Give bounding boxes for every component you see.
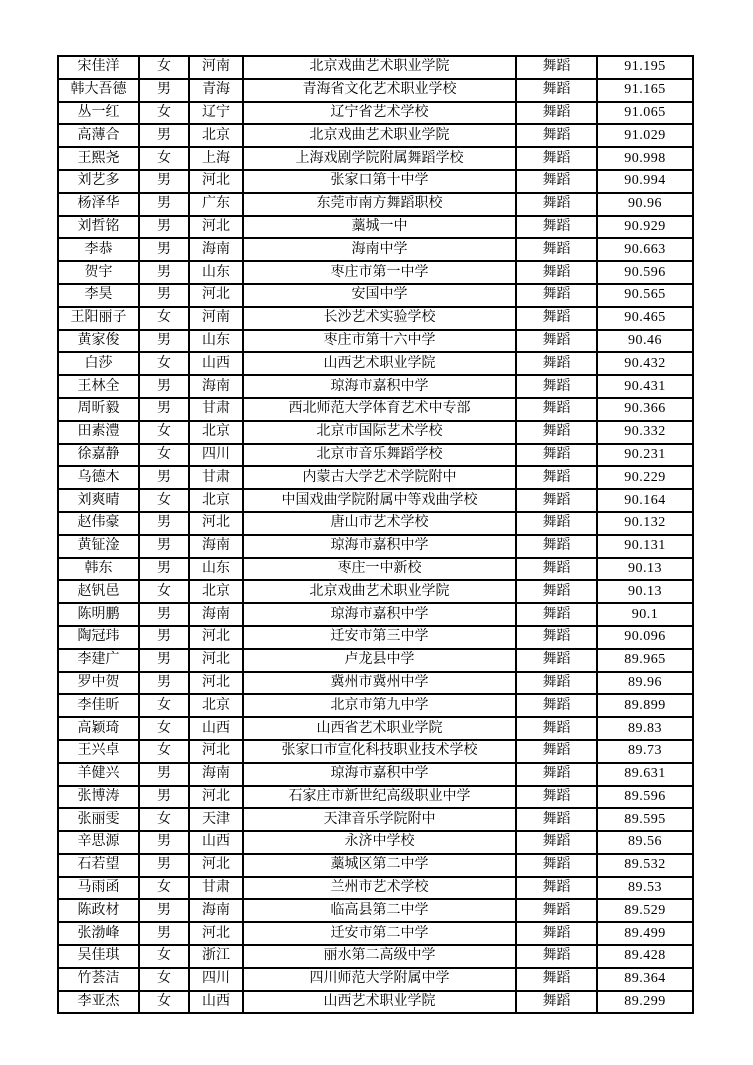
cell-province: 山西 xyxy=(189,831,243,854)
cell-school: 北京市第九中学 xyxy=(243,694,516,717)
cell-major: 舞蹈 xyxy=(516,352,597,375)
cell-score: 89.595 xyxy=(597,808,693,831)
cell-score: 91.195 xyxy=(597,56,693,79)
cell-name: 高薄合 xyxy=(58,124,139,147)
table-row xyxy=(58,922,693,945)
table-row xyxy=(58,170,693,193)
table-row xyxy=(58,124,693,147)
cell-name: 徐嘉静 xyxy=(58,444,139,467)
table-row xyxy=(58,444,693,467)
cell-school: 张家口第十中学 xyxy=(243,170,516,193)
cell-province: 海南 xyxy=(189,238,243,261)
cell-province: 四川 xyxy=(189,968,243,991)
table-row xyxy=(58,79,693,102)
cell-gender: 男 xyxy=(139,558,189,581)
cell-province: 甘肃 xyxy=(189,398,243,421)
cell-score: 91.065 xyxy=(597,102,693,125)
cell-name: 石若望 xyxy=(58,854,139,877)
cell-school: 北京戏曲艺术职业学院 xyxy=(243,580,516,603)
table-row xyxy=(58,580,693,603)
cell-score: 89.83 xyxy=(597,717,693,740)
cell-score: 90.366 xyxy=(597,398,693,421)
cell-province: 河北 xyxy=(189,854,243,877)
cell-gender: 男 xyxy=(139,649,189,672)
table-row xyxy=(58,945,693,968)
cell-school: 张家口市宣化科技职业技术学校 xyxy=(243,740,516,763)
cell-province: 河北 xyxy=(189,922,243,945)
cell-province: 天津 xyxy=(189,808,243,831)
cell-major: 舞蹈 xyxy=(516,261,597,284)
cell-province: 河南 xyxy=(189,307,243,330)
cell-score: 89.364 xyxy=(597,968,693,991)
cell-major: 舞蹈 xyxy=(516,808,597,831)
cell-province: 山东 xyxy=(189,558,243,581)
table-row xyxy=(58,375,693,398)
cell-name: 刘哲铭 xyxy=(58,216,139,239)
cell-name: 张博涛 xyxy=(58,786,139,809)
cell-school: 中国戏曲学院附属中等戏曲学校 xyxy=(243,489,516,512)
table-row xyxy=(58,899,693,922)
cell-major: 舞蹈 xyxy=(516,284,597,307)
cell-province: 河北 xyxy=(189,216,243,239)
cell-name: 韩东 xyxy=(58,558,139,581)
cell-major: 舞蹈 xyxy=(516,307,597,330)
table-row xyxy=(58,238,693,261)
cell-school: 迁安市第三中学 xyxy=(243,626,516,649)
cell-major: 舞蹈 xyxy=(516,216,597,239)
cell-gender: 男 xyxy=(139,922,189,945)
cell-name: 竹荟洁 xyxy=(58,968,139,991)
cell-score: 91.165 xyxy=(597,79,693,102)
cell-gender: 男 xyxy=(139,238,189,261)
cell-major: 舞蹈 xyxy=(516,626,597,649)
table-row xyxy=(58,147,693,170)
cell-major: 舞蹈 xyxy=(516,193,597,216)
cell-province: 山东 xyxy=(189,330,243,353)
cell-school: 临高县第二中学 xyxy=(243,899,516,922)
cell-province: 辽宁 xyxy=(189,102,243,125)
cell-gender: 男 xyxy=(139,261,189,284)
cell-province: 海南 xyxy=(189,899,243,922)
cell-gender: 男 xyxy=(139,330,189,353)
table-row xyxy=(58,649,693,672)
table-row xyxy=(58,535,693,558)
cell-gender: 男 xyxy=(139,672,189,695)
cell-name: 赵钒邑 xyxy=(58,580,139,603)
cell-province: 河北 xyxy=(189,649,243,672)
cell-name: 白莎 xyxy=(58,352,139,375)
cell-province: 海南 xyxy=(189,603,243,626)
cell-major: 舞蹈 xyxy=(516,968,597,991)
cell-major: 舞蹈 xyxy=(516,489,597,512)
cell-gender: 女 xyxy=(139,740,189,763)
cell-province: 河北 xyxy=(189,170,243,193)
cell-province: 北京 xyxy=(189,124,243,147)
table-row xyxy=(58,558,693,581)
cell-score: 90.13 xyxy=(597,558,693,581)
cell-school: 琼海市嘉积中学 xyxy=(243,535,516,558)
cell-school: 石家庄市新世纪高级职业中学 xyxy=(243,786,516,809)
table-row xyxy=(58,466,693,489)
table-row xyxy=(58,193,693,216)
cell-province: 青海 xyxy=(189,79,243,102)
cell-gender: 男 xyxy=(139,626,189,649)
cell-name: 周昕毅 xyxy=(58,398,139,421)
table-row xyxy=(58,831,693,854)
cell-score: 90.929 xyxy=(597,216,693,239)
table-row xyxy=(58,603,693,626)
cell-gender: 男 xyxy=(139,124,189,147)
cell-major: 舞蹈 xyxy=(516,79,597,102)
cell-score: 90.998 xyxy=(597,147,693,170)
cell-score: 89.96 xyxy=(597,672,693,695)
cell-province: 山西 xyxy=(189,352,243,375)
cell-gender: 男 xyxy=(139,899,189,922)
cell-score: 90.565 xyxy=(597,284,693,307)
cell-name: 刘爽晴 xyxy=(58,489,139,512)
cell-gender: 男 xyxy=(139,170,189,193)
cell-gender: 男 xyxy=(139,603,189,626)
table-row xyxy=(58,877,693,900)
cell-gender: 女 xyxy=(139,147,189,170)
cell-major: 舞蹈 xyxy=(516,375,597,398)
score-table-body xyxy=(58,56,693,1013)
cell-major: 舞蹈 xyxy=(516,170,597,193)
cell-province: 河北 xyxy=(189,740,243,763)
cell-major: 舞蹈 xyxy=(516,102,597,125)
table-row xyxy=(58,626,693,649)
cell-gender: 女 xyxy=(139,991,189,1014)
cell-score: 89.532 xyxy=(597,854,693,877)
table-row xyxy=(58,763,693,786)
cell-major: 舞蹈 xyxy=(516,558,597,581)
cell-province: 河北 xyxy=(189,786,243,809)
cell-major: 舞蹈 xyxy=(516,854,597,877)
cell-major: 舞蹈 xyxy=(516,603,597,626)
cell-province: 浙江 xyxy=(189,945,243,968)
cell-school: 琼海市嘉积中学 xyxy=(243,375,516,398)
table-row xyxy=(58,216,693,239)
table-row xyxy=(58,717,693,740)
cell-gender: 男 xyxy=(139,284,189,307)
cell-school: 唐山市艺术学校 xyxy=(243,512,516,535)
cell-gender: 女 xyxy=(139,56,189,79)
cell-name: 王熙尧 xyxy=(58,147,139,170)
cell-name: 羊健兴 xyxy=(58,763,139,786)
cell-gender: 男 xyxy=(139,763,189,786)
cell-score: 90.465 xyxy=(597,307,693,330)
cell-score: 89.73 xyxy=(597,740,693,763)
cell-province: 河北 xyxy=(189,626,243,649)
cell-gender: 女 xyxy=(139,489,189,512)
cell-name: 王阳丽子 xyxy=(58,307,139,330)
cell-province: 河北 xyxy=(189,512,243,535)
table-row xyxy=(58,854,693,877)
cell-school: 永济中学校 xyxy=(243,831,516,854)
cell-score: 89.56 xyxy=(597,831,693,854)
cell-major: 舞蹈 xyxy=(516,694,597,717)
cell-gender: 男 xyxy=(139,193,189,216)
cell-name: 李恭 xyxy=(58,238,139,261)
cell-name: 陶冠玮 xyxy=(58,626,139,649)
cell-major: 舞蹈 xyxy=(516,238,597,261)
cell-school: 长沙艺术实验学校 xyxy=(243,307,516,330)
cell-gender: 男 xyxy=(139,854,189,877)
cell-name: 刘艺多 xyxy=(58,170,139,193)
cell-name: 高颖琦 xyxy=(58,717,139,740)
cell-name: 李昊 xyxy=(58,284,139,307)
cell-gender: 男 xyxy=(139,375,189,398)
cell-major: 舞蹈 xyxy=(516,466,597,489)
cell-gender: 女 xyxy=(139,307,189,330)
cell-name: 王林全 xyxy=(58,375,139,398)
cell-school: 迁安市第二中学 xyxy=(243,922,516,945)
cell-name: 吴佳琪 xyxy=(58,945,139,968)
cell-province: 甘肃 xyxy=(189,877,243,900)
cell-name: 李亚杰 xyxy=(58,991,139,1014)
table-row xyxy=(58,261,693,284)
cell-score: 90.131 xyxy=(597,535,693,558)
cell-province: 北京 xyxy=(189,694,243,717)
cell-major: 舞蹈 xyxy=(516,147,597,170)
cell-school: 枣庄市第一中学 xyxy=(243,261,516,284)
cell-gender: 女 xyxy=(139,444,189,467)
cell-score: 89.428 xyxy=(597,945,693,968)
cell-gender: 女 xyxy=(139,580,189,603)
table-row xyxy=(58,672,693,695)
cell-score: 90.229 xyxy=(597,466,693,489)
cell-gender: 男 xyxy=(139,831,189,854)
cell-name: 马雨函 xyxy=(58,877,139,900)
cell-province: 海南 xyxy=(189,763,243,786)
cell-school: 北京戏曲艺术职业学院 xyxy=(243,124,516,147)
cell-score: 90.096 xyxy=(597,626,693,649)
cell-school: 内蒙古大学艺术学院附中 xyxy=(243,466,516,489)
cell-score: 89.899 xyxy=(597,694,693,717)
cell-province: 河北 xyxy=(189,284,243,307)
table-row xyxy=(58,968,693,991)
cell-province: 四川 xyxy=(189,444,243,467)
cell-name: 罗中贺 xyxy=(58,672,139,695)
cell-major: 舞蹈 xyxy=(516,899,597,922)
cell-name: 陈政材 xyxy=(58,899,139,922)
cell-school: 北京戏曲艺术职业学院 xyxy=(243,56,516,79)
cell-province: 甘肃 xyxy=(189,466,243,489)
cell-province: 上海 xyxy=(189,147,243,170)
cell-name: 李佳昕 xyxy=(58,694,139,717)
cell-major: 舞蹈 xyxy=(516,421,597,444)
cell-school: 天津音乐学院附中 xyxy=(243,808,516,831)
cell-name: 李建广 xyxy=(58,649,139,672)
cell-score: 89.499 xyxy=(597,922,693,945)
cell-name: 田素澧 xyxy=(58,421,139,444)
score-table xyxy=(57,55,694,1014)
table-row xyxy=(58,694,693,717)
cell-name: 赵伟豪 xyxy=(58,512,139,535)
cell-score: 90.994 xyxy=(597,170,693,193)
cell-score: 90.164 xyxy=(597,489,693,512)
cell-province: 海南 xyxy=(189,535,243,558)
cell-score: 91.029 xyxy=(597,124,693,147)
cell-school: 东莞市南方舞蹈职校 xyxy=(243,193,516,216)
cell-name: 王兴卓 xyxy=(58,740,139,763)
cell-school: 山西艺术职业学院 xyxy=(243,352,516,375)
cell-gender: 女 xyxy=(139,102,189,125)
cell-score: 90.663 xyxy=(597,238,693,261)
cell-province: 北京 xyxy=(189,489,243,512)
cell-province: 广东 xyxy=(189,193,243,216)
cell-name: 张渤峰 xyxy=(58,922,139,945)
cell-school: 琼海市嘉积中学 xyxy=(243,603,516,626)
cell-score: 90.96 xyxy=(597,193,693,216)
table-row xyxy=(58,991,693,1014)
cell-province: 山东 xyxy=(189,261,243,284)
table-row xyxy=(58,352,693,375)
table-row xyxy=(58,786,693,809)
cell-name: 张丽雯 xyxy=(58,808,139,831)
cell-major: 舞蹈 xyxy=(516,786,597,809)
cell-school: 冀州市冀州中学 xyxy=(243,672,516,695)
cell-school: 北京市国际艺术学校 xyxy=(243,421,516,444)
cell-name: 丛一红 xyxy=(58,102,139,125)
cell-major: 舞蹈 xyxy=(516,831,597,854)
cell-school: 枣庄一中新校 xyxy=(243,558,516,581)
table-row xyxy=(58,398,693,421)
cell-score: 89.529 xyxy=(597,899,693,922)
cell-name: 杨泽华 xyxy=(58,193,139,216)
table-row xyxy=(58,307,693,330)
cell-province: 河南 xyxy=(189,56,243,79)
cell-score: 89.53 xyxy=(597,877,693,900)
cell-score: 89.299 xyxy=(597,991,693,1014)
cell-gender: 男 xyxy=(139,216,189,239)
cell-gender: 女 xyxy=(139,421,189,444)
cell-school: 藁城区第二中学 xyxy=(243,854,516,877)
cell-name: 贺宇 xyxy=(58,261,139,284)
cell-school: 琼海市嘉积中学 xyxy=(243,763,516,786)
cell-school: 西北师范大学体育艺术中专部 xyxy=(243,398,516,421)
cell-major: 舞蹈 xyxy=(516,535,597,558)
cell-name: 黄家俊 xyxy=(58,330,139,353)
table-row xyxy=(58,512,693,535)
table-row xyxy=(58,740,693,763)
cell-major: 舞蹈 xyxy=(516,991,597,1014)
cell-gender: 女 xyxy=(139,717,189,740)
cell-school: 海南中学 xyxy=(243,238,516,261)
cell-score: 90.432 xyxy=(597,352,693,375)
cell-name: 乌德木 xyxy=(58,466,139,489)
cell-score: 90.1 xyxy=(597,603,693,626)
cell-major: 舞蹈 xyxy=(516,124,597,147)
cell-province: 河北 xyxy=(189,672,243,695)
cell-school: 藁城一中 xyxy=(243,216,516,239)
cell-gender: 女 xyxy=(139,968,189,991)
table-row xyxy=(58,489,693,512)
cell-score: 90.332 xyxy=(597,421,693,444)
cell-major: 舞蹈 xyxy=(516,740,597,763)
cell-name: 陈明鹏 xyxy=(58,603,139,626)
cell-school: 丽水第二高级中学 xyxy=(243,945,516,968)
cell-major: 舞蹈 xyxy=(516,877,597,900)
cell-province: 北京 xyxy=(189,580,243,603)
cell-score: 90.596 xyxy=(597,261,693,284)
cell-province: 山西 xyxy=(189,991,243,1014)
cell-school: 上海戏剧学院附属舞蹈学校 xyxy=(243,147,516,170)
cell-major: 舞蹈 xyxy=(516,398,597,421)
cell-major: 舞蹈 xyxy=(516,56,597,79)
cell-gender: 男 xyxy=(139,535,189,558)
cell-score: 90.231 xyxy=(597,444,693,467)
cell-school: 山西省艺术职业学院 xyxy=(243,717,516,740)
cell-major: 舞蹈 xyxy=(516,922,597,945)
cell-gender: 女 xyxy=(139,945,189,968)
table-row xyxy=(58,808,693,831)
cell-major: 舞蹈 xyxy=(516,717,597,740)
cell-school: 四川师范大学附属中学 xyxy=(243,968,516,991)
cell-major: 舞蹈 xyxy=(516,512,597,535)
cell-major: 舞蹈 xyxy=(516,444,597,467)
cell-major: 舞蹈 xyxy=(516,763,597,786)
cell-gender: 女 xyxy=(139,694,189,717)
cell-gender: 女 xyxy=(139,877,189,900)
cell-school: 兰州市艺术学校 xyxy=(243,877,516,900)
cell-name: 辛思源 xyxy=(58,831,139,854)
cell-gender: 女 xyxy=(139,808,189,831)
cell-gender: 男 xyxy=(139,398,189,421)
cell-gender: 男 xyxy=(139,466,189,489)
cell-province: 海南 xyxy=(189,375,243,398)
cell-score: 89.965 xyxy=(597,649,693,672)
cell-gender: 男 xyxy=(139,512,189,535)
cell-major: 舞蹈 xyxy=(516,945,597,968)
cell-gender: 女 xyxy=(139,352,189,375)
cell-score: 89.631 xyxy=(597,763,693,786)
cell-school: 枣庄市第十六中学 xyxy=(243,330,516,353)
cell-major: 舞蹈 xyxy=(516,649,597,672)
cell-school: 辽宁省艺术学校 xyxy=(243,102,516,125)
cell-gender: 男 xyxy=(139,786,189,809)
cell-province: 北京 xyxy=(189,421,243,444)
cell-province: 山西 xyxy=(189,717,243,740)
cell-school: 安国中学 xyxy=(243,284,516,307)
cell-name: 宋佳洋 xyxy=(58,56,139,79)
cell-school: 青海省文化艺术职业学校 xyxy=(243,79,516,102)
table-row xyxy=(58,330,693,353)
cell-major: 舞蹈 xyxy=(516,672,597,695)
cell-score: 90.46 xyxy=(597,330,693,353)
cell-name: 韩大吾德 xyxy=(58,79,139,102)
cell-school: 卢龙县中学 xyxy=(243,649,516,672)
cell-score: 90.132 xyxy=(597,512,693,535)
table-row xyxy=(58,284,693,307)
cell-major: 舞蹈 xyxy=(516,580,597,603)
cell-score: 90.431 xyxy=(597,375,693,398)
cell-school: 北京市音乐舞蹈学校 xyxy=(243,444,516,467)
table-row xyxy=(58,102,693,125)
table-row xyxy=(58,421,693,444)
cell-major: 舞蹈 xyxy=(516,330,597,353)
table-row xyxy=(58,56,693,79)
cell-gender: 男 xyxy=(139,79,189,102)
cell-school: 山西艺术职业学院 xyxy=(243,991,516,1014)
cell-score: 89.596 xyxy=(597,786,693,809)
cell-score: 90.13 xyxy=(597,580,693,603)
cell-name: 黄钲淦 xyxy=(58,535,139,558)
